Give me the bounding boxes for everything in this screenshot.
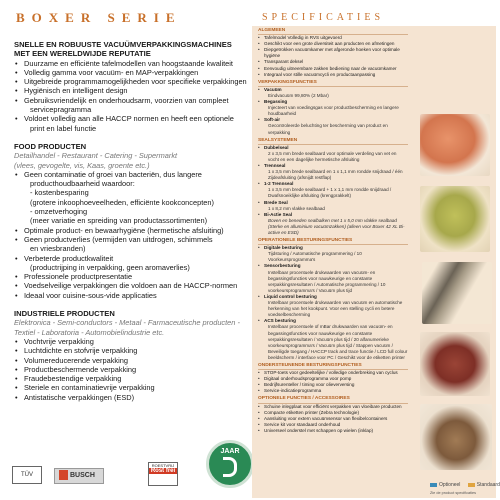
list-item: • Bi-Actie Seal — [258, 212, 408, 218]
list-item: • Ideaal voor cuisine-sous-vide applicaties — [14, 291, 254, 300]
industrial-subheading-2: Textiel - Laboratoria - Automobielindustrie etc. — [14, 327, 165, 337]
list-item: • Geen productverlies (vermijden van uitdrogen, schimmels — [14, 235, 254, 244]
section-heading: VERPAKKINGSFUNCTIES — [258, 80, 408, 87]
list-item: • Antistatische verpakkingen (ESD) — [14, 393, 254, 402]
list-item-detail: Gecontroleerde beluchting ter bescherming van product en verpakking — [268, 123, 388, 135]
list-item-detail: 2 x 3,5 mm brede sealbaard voor optimale verdeling van vet en vocht en een dagelijke hermetische afsluiting — [268, 150, 397, 162]
list-item: • ACS besturing — [258, 318, 408, 324]
list-item: • Brede Seal — [258, 200, 408, 206]
certification-logos — [12, 438, 254, 490]
list-item: • Digitale besturing — [258, 245, 408, 251]
list-item: • Transparant deksel — [258, 59, 408, 65]
busch-logo — [54, 468, 104, 484]
list-item: (grotere inkoophoeveelheden, efficiënte kookconcepten) — [30, 197, 214, 207]
list-item: • Tafelmodel Volledig in RVS uitgevoerd — [258, 35, 408, 41]
list-item: • Voedselveilige verpakkingen die voldoen aan de HACCP-normen — [14, 281, 254, 290]
food-subheading: Detailhandel - Restaurant - Catering - Supermarkt — [14, 151, 178, 161]
tuv-logo: TÜV — [12, 466, 42, 484]
section-heading: ALGEMEEN — [258, 28, 408, 35]
page-title: BOXER SERIE — [16, 10, 182, 25]
left-column — [14, 40, 254, 402]
list-item: • Bedrijfsurenteller / timing voor olieverversing — [258, 382, 408, 388]
list-item: • Voldoet volledig aan alle HACCP normen en heeft een optionele — [14, 114, 254, 123]
list-item-detail: Instelbaar procentuele drukwaarden van vacuüm- en begassingsfuncties voor nauwkeurige en constante verpakkingsresultaten / Automatische programmering / 10 voorkeursprogramma's / Vacuüm plus tijd — [268, 269, 386, 293]
list-item: • Digitaal onderhoudsprogramma voor pomp — [258, 376, 408, 382]
industrial-subheading: Elektronica - Semi-conductors - Metaal - Farmaceutische producten - — [14, 318, 240, 328]
list-item: • Vochtvrije verpakking — [14, 337, 254, 346]
legend — [430, 482, 500, 495]
list-item-detail: Eindvacuüm 99,80% (2 Mbar) — [268, 92, 329, 98]
intro-heading: SNELLE EN ROBUUSTE VACUÜMVERPAKKINGSMACHINES — [14, 40, 232, 49]
list-item: • Eenvoudig uitneembare zakken bediening naar de vacuümkamer — [258, 66, 408, 72]
section-heading: OPTIONELE FUNCTIES / ACCESSOIRES — [258, 396, 408, 403]
list-item: • Diepgetrokken vacuümkamer met afgeronde hoeken voor optimale hygiëne — [258, 47, 408, 59]
nuts-photo — [420, 404, 492, 470]
list-item-detail: Instelbaar procentuele of mBar drukwaarden van vacuüm- en begassingsfuncties voor nauwkeurige en constante verpakkingsresultaten / Vacuüm plus tijd / 20 alfanumerieke voorkeursprogramma's / Vacuüm plus tijd / Stappen vacuüm / Beveiligde toegang / HACCP track and trace functie / LCD full colour beeldscherm / interface voor PC / Geschikt voor de etiketten printer — [268, 324, 408, 360]
list-item: • Geschikt voor een grote diversiteit aan producten en afmetingen — [258, 41, 408, 47]
optioneel-swatch — [430, 483, 437, 487]
intro-heading-2: MET EEN WERELDWIJDE REPUTATIE — [14, 49, 151, 59]
list-item: • Professionele productpresentatie — [14, 272, 254, 281]
list-item: • Universeel onderstel met schappen op wielen (inklap) — [258, 428, 408, 434]
list-item: • Volledig gamma voor vacuüm- en MAP-verpakkingen — [14, 68, 254, 77]
food-subheading-2: (vlees, gevogelte, vis, Kaas, groente etc.) — [14, 160, 150, 170]
list-item: (meer variatie en spreiding van productassortimenten) — [30, 216, 208, 226]
industrial-heading: INDUSTRIELE PRODUCTEN — [14, 309, 115, 319]
list-item: • STOP-toets voor gedeeltelijke / volledige onderbreking van cyclus — [258, 370, 408, 376]
busch-mark-icon — [59, 470, 68, 480]
list-item: print en label functie — [30, 123, 97, 133]
food-heading: FOOD PRODUCTEN — [14, 141, 87, 151]
standaard-swatch — [468, 483, 475, 487]
food-list — [14, 170, 254, 300]
list-item: servicepragramma — [30, 105, 92, 115]
legend-note: Zie de product specificaties — [430, 491, 477, 495]
specs-list — [258, 26, 408, 434]
list-item-detail: Instelbaar procentuele drukwaarden van vacuüm en automatische herkenning van het kookpunt. Voor een stelling cycli en betere voedselbescherming — [268, 300, 403, 318]
list-item: • Volumereducerende verpakking — [14, 356, 254, 365]
section-heading: SEALSYSTEMEN — [258, 138, 408, 145]
list-item: • Optimale product- en bewaarhygiëne (hermetische afsluiting) — [14, 226, 254, 235]
list-item: • Begassing — [258, 99, 408, 105]
fish-photo — [422, 262, 492, 324]
list-item: • Compacte etiketten printer (Zebra technologie) — [258, 410, 408, 416]
legend-standaard: Standaard — [476, 482, 500, 488]
list-item: • Service-indicatieprogramma — [258, 388, 408, 394]
list-item: • Uitgebreide programmamogelijkheden voor specifieke verpakkingen — [14, 77, 254, 86]
list-item: • Trennseal — [258, 163, 408, 169]
list-item: • Aansluiting voor extern vacuümsensor van flexibelcontainers — [258, 416, 408, 422]
salmon-photo — [420, 114, 490, 176]
warranty-3-year-badge — [206, 440, 254, 488]
list-item: • Schuine inlegplaat voor efficiënt verpakken van vloeibare producten — [258, 404, 408, 410]
list-item: • Gebruiksvriendelijk en onderhoudsarm, voorzien van compleet — [14, 96, 254, 105]
intro-list — [14, 59, 254, 133]
list-item: • Vacuüm — [258, 87, 408, 93]
list-item: • Liquid control besturing — [258, 294, 408, 300]
list-item: - kostenbesparing — [30, 188, 89, 198]
list-item: producthoudbaarheid waardoor: — [30, 179, 135, 189]
list-item: • Verbeterde productkwaliteit — [14, 254, 254, 263]
list-item: • Geen contaminatie of groei van bacteriën, dus langere — [14, 170, 254, 179]
legend-optioneel: Optioneel — [439, 482, 461, 488]
list-item: • Fraudebestendige verpakking — [14, 374, 254, 383]
list-item-detail: Tijdsturing / Automatische programmering / 10 Voorkeursprogramma's — [268, 251, 362, 263]
busch-logo-text: BUSCH — [70, 472, 95, 479]
list-item: - omzetverhoging — [30, 207, 88, 217]
list-item-detail: 1 x 8,2 mm vlakke sealbaad — [268, 205, 325, 211]
list-item: • Service kit voor standaard onderhoud — [258, 422, 408, 428]
list-item-detail: Boven en beneden sealbalken met 1 x 5,0 mm vlakke sealbaad (Sterke en alluminium vacuümzakken) (alleen voor Boxer 42 XL Bi-active en ESD) — [268, 217, 405, 235]
section-heading: ONDERSTEUNENDE BESTURINGSFUNCTIES — [258, 363, 408, 370]
rostfrei-mid: Rost frei — [150, 468, 176, 474]
list-item: • Duurzame en efficiënte tafelmodellen van hoogstaande kwaliteit — [14, 59, 254, 68]
list-item: (productrijping in verpakking, geen aromaverlies) — [30, 262, 190, 272]
list-item: • Soft-air — [258, 117, 408, 123]
list-item: • Luchtdichte en stofvrije verpakking — [14, 346, 254, 355]
rostfrei-logo — [148, 462, 178, 486]
specs-title: SPECIFICATIES — [262, 12, 385, 23]
list-item: • Integraal voor stille vacuümcycli en productaanpassing — [258, 72, 408, 78]
specs-panel — [252, 26, 500, 498]
list-item: • Steriele en contaminatievrije verpakking — [14, 383, 254, 392]
number-three-icon — [223, 457, 237, 477]
cheese-photo — [420, 186, 490, 252]
list-item-detail: 1 x 3,5 mm brede sealbaard + 1 x 1,1 mm rondde snijdraad / Dwafsnoeiklijke afsluiting (krengprakkelt) — [268, 187, 392, 199]
list-item-detail: Injecteert van voedingsgas voor productbescherming en langere houdbaarheid — [268, 105, 399, 117]
list-item: • 1-2 Trennseal — [258, 181, 408, 187]
warranty-label: JAAR — [220, 448, 240, 455]
list-item: • Dubbelseal — [258, 145, 408, 151]
meat-photo — [420, 332, 490, 396]
list-item: • Hygiënisch en intelligent design — [14, 86, 254, 95]
list-item: • Productbeschermende verpakking — [14, 365, 254, 374]
list-item: en vriesbranden) — [30, 244, 86, 254]
rostfrei-top: ROESTVRIJ — [151, 463, 175, 468]
list-item-detail: 1 x 3,5 mm brede sealbaard en 1 x 1,1 mm rondde snijdraad / één Zijdeafsluiting (afsnijdt restflap) — [268, 169, 403, 181]
section-heading: OPERATIONELE BESTURINGSFUNCTIES — [258, 238, 408, 245]
list-item: • Sensorbesturing — [258, 263, 408, 269]
industrial-list — [14, 337, 254, 402]
